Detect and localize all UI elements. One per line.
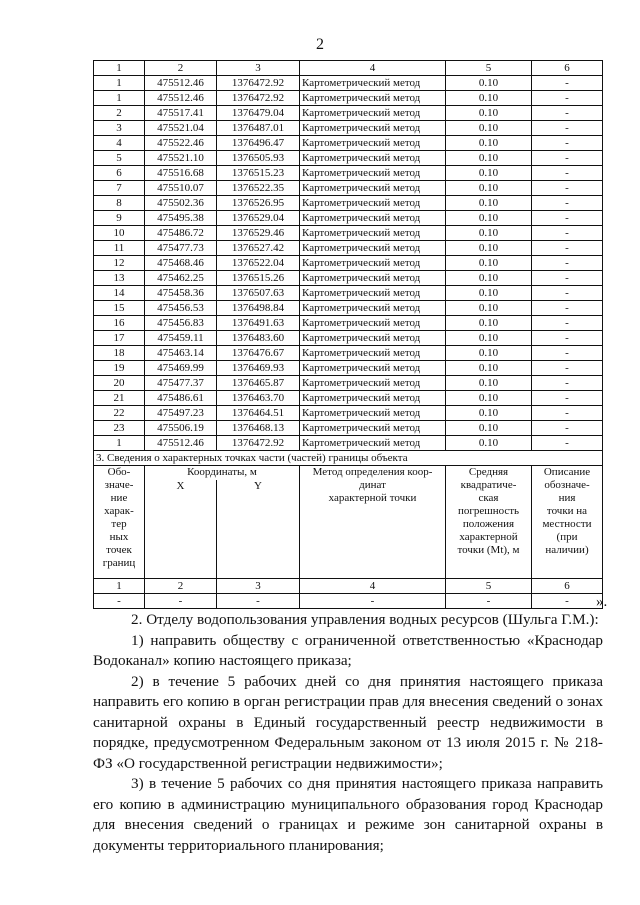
table-cell: 20 — [94, 376, 145, 391]
table-row — [94, 211, 603, 226]
table-cell: 1376498.84 — [217, 301, 300, 316]
table-cell: 1376505.93 — [217, 151, 300, 166]
table-cell: 475502.36 — [145, 196, 217, 211]
table-cell: 475512.46 — [145, 76, 217, 91]
table-cell: 3 — [94, 121, 145, 136]
table-row — [94, 136, 603, 151]
table-cell: 1376472.92 — [217, 436, 300, 451]
table-cell: - — [532, 391, 603, 406]
table-cell: 475468.46 — [145, 256, 217, 271]
table-cell: 7 — [94, 181, 145, 196]
table-cell: 0.10 — [446, 436, 532, 451]
table-cell: 1376496.47 — [217, 136, 300, 151]
table-cell: 6 — [94, 166, 145, 181]
col-number: 4 — [300, 579, 446, 594]
table-cell: 1376522.35 — [217, 181, 300, 196]
header-x: X — [145, 480, 217, 579]
table-cell: 1376463.70 — [217, 391, 300, 406]
table-cell: 23 — [94, 421, 145, 436]
table-cell: - — [532, 271, 603, 286]
table-cell: Картометрический метод — [300, 181, 446, 196]
table-cell: 16 — [94, 316, 145, 331]
table-cell: 15 — [94, 301, 145, 316]
table-row — [94, 241, 603, 256]
table-row — [94, 151, 603, 166]
table-cell: Картометрический метод — [300, 136, 446, 151]
table-cell: 0.10 — [446, 226, 532, 241]
empty-cell: - — [217, 594, 300, 609]
table-cell: 0.10 — [446, 361, 532, 376]
table-cell: 475506.19 — [145, 421, 217, 436]
paragraph: 2. Отделу водопользования управления водных ресурсов (Шульга Г.М.): — [131, 611, 599, 628]
table-cell: - — [532, 91, 603, 106]
table-cell: Картометрический метод — [300, 271, 446, 286]
table-row — [94, 436, 603, 451]
table-cell: Картометрический метод — [300, 346, 446, 361]
table-row — [94, 391, 603, 406]
table-cell: 0.10 — [446, 166, 532, 181]
table-cell: 475477.37 — [145, 376, 217, 391]
table-cell: - — [532, 286, 603, 301]
table-row — [94, 376, 603, 391]
table-cell: 1376529.46 — [217, 226, 300, 241]
table-row — [94, 76, 603, 91]
table-cell: 475510.07 — [145, 181, 217, 196]
table-row — [94, 316, 603, 331]
empty-cell: - — [532, 594, 603, 609]
table-cell: - — [532, 211, 603, 226]
table-cell: 0.10 — [446, 106, 532, 121]
column-number-row — [94, 61, 603, 76]
table-cell: Картометрический метод — [300, 436, 446, 451]
table-row — [94, 256, 603, 271]
table-cell: Картометрический метод — [300, 106, 446, 121]
table-cell: 475497.23 — [145, 406, 217, 421]
table-cell: - — [532, 226, 603, 241]
table-cell: 1376515.26 — [217, 271, 300, 286]
col-number: 3 — [217, 61, 300, 76]
table-cell: 0.10 — [446, 181, 532, 196]
col-number: 1 — [94, 579, 145, 594]
table-cell: - — [532, 106, 603, 121]
table-cell: Картометрический метод — [300, 421, 446, 436]
table-cell: 1376468.13 — [217, 421, 300, 436]
table-cell: - — [532, 331, 603, 346]
table-cell: 0.10 — [446, 121, 532, 136]
table-cell: 0.10 — [446, 421, 532, 436]
table-cell: 0.10 — [446, 376, 532, 391]
col-number: 5 — [446, 61, 532, 76]
table-cell: Картометрический метод — [300, 331, 446, 346]
table-cell: 17 — [94, 331, 145, 346]
table-cell: Картометрический метод — [300, 166, 446, 181]
table-row — [94, 166, 603, 181]
table-cell: 475512.46 — [145, 436, 217, 451]
col-number: 3 — [217, 579, 300, 594]
table-cell: Картометрический метод — [300, 406, 446, 421]
table-cell: 1376527.42 — [217, 241, 300, 256]
table-row — [94, 91, 603, 106]
table-cell: 0.10 — [446, 241, 532, 256]
table-cell: 475456.53 — [145, 301, 217, 316]
table-cell: 0.10 — [446, 331, 532, 346]
closing-quote: ». — [596, 594, 608, 610]
table-cell: 12 — [94, 256, 145, 271]
section3-title-row — [94, 451, 603, 466]
section3-empty-row — [94, 594, 603, 609]
empty-cell: - — [446, 594, 532, 609]
header-error: Средняя квадратиче- ская погрешность положения характерной точки (Mt), м — [446, 466, 532, 579]
table-cell: - — [532, 301, 603, 316]
table-row — [94, 346, 603, 361]
table-cell: 19 — [94, 361, 145, 376]
table-cell: 1 — [94, 76, 145, 91]
table-row — [94, 301, 603, 316]
order-text — [93, 610, 603, 856]
header-designation: Обо- значе- ние харак- тер ных точек границ — [94, 466, 145, 579]
table-cell: Картометрический метод — [300, 301, 446, 316]
table-cell: Картометрический метод — [300, 121, 446, 136]
empty-cell: - — [145, 594, 217, 609]
table-cell: 0.10 — [446, 211, 532, 226]
table-cell: 18 — [94, 346, 145, 361]
section3-title: 3. Сведения о характерных точках части (частей) границы объекта — [94, 451, 603, 466]
table-cell: 1376464.51 — [217, 406, 300, 421]
table-cell: Картометрический метод — [300, 376, 446, 391]
col-number: 2 — [145, 61, 217, 76]
table-cell: 1376526.95 — [217, 196, 300, 211]
table-cell: 1 — [94, 91, 145, 106]
table-cell: 0.10 — [446, 256, 532, 271]
table-cell: 0.10 — [446, 151, 532, 166]
table-cell: Картометрический метод — [300, 151, 446, 166]
table-cell: - — [532, 151, 603, 166]
table-cell: - — [532, 181, 603, 196]
table-row — [94, 196, 603, 211]
table-cell: 0.10 — [446, 406, 532, 421]
table-row — [94, 106, 603, 121]
table-cell: Картометрический метод — [300, 361, 446, 376]
header-coordinates-label: Координаты, м — [187, 466, 257, 478]
table-cell: 475521.04 — [145, 121, 217, 136]
table-row — [94, 226, 603, 241]
table-cell: 1376515.23 — [217, 166, 300, 181]
table-cell: 475522.46 — [145, 136, 217, 151]
paragraph: 1) направить обществу с ограниченной ответственностью «Краснодар Водоканал» копию настоящего приказа; — [93, 631, 603, 669]
table-cell: - — [532, 421, 603, 436]
table-cell: 0.10 — [446, 91, 532, 106]
table-cell: 0.10 — [446, 316, 532, 331]
table-cell: Картометрический метод — [300, 76, 446, 91]
table-cell: 13 — [94, 271, 145, 286]
table-cell: 475512.46 — [145, 91, 217, 106]
table-cell: 1376479.04 — [217, 106, 300, 121]
table-cell: 4 — [94, 136, 145, 151]
table-cell: - — [532, 436, 603, 451]
table-row — [94, 421, 603, 436]
table-cell: Картометрический метод — [300, 391, 446, 406]
table-cell: Картометрический метод — [300, 196, 446, 211]
table-cell: 0.10 — [446, 391, 532, 406]
table-cell: 0.10 — [446, 286, 532, 301]
table-row — [94, 331, 603, 346]
paragraph: 3) в течение 5 рабочих со дня принятия настоящего приказа направить его копию в администрацию муниципального образования город Краснодар для внесения сведений о границах и режиме зон санитарной охраны в документы территориального планирования; — [93, 775, 603, 854]
boundary-points-table — [93, 60, 603, 609]
table-row — [94, 271, 603, 286]
table-row — [94, 361, 603, 376]
empty-cell: - — [94, 594, 145, 609]
table-cell: 1376487.01 — [217, 121, 300, 136]
table-cell: 1 — [94, 436, 145, 451]
table-cell: Картометрический метод — [300, 241, 446, 256]
table-row — [94, 121, 603, 136]
table-cell: 14 — [94, 286, 145, 301]
page-number: 2 — [316, 36, 324, 53]
paragraph: 2) в течение 5 рабочих дней со дня принятия настоящего приказа направить его копию в орган регистрации прав для внесения сведений о зонах санитарной охраны в Единый государственный реестр недвижимости в порядке, предусмотренном Федеральным законом от 13 июля 2015 г. № 218-ФЗ «О государственной регистрации недвижимости»; — [93, 672, 603, 772]
table-cell: - — [532, 121, 603, 136]
table-cell: Картометрический метод — [300, 256, 446, 271]
table-cell: 8 — [94, 196, 145, 211]
table-cell: 1376529.04 — [217, 211, 300, 226]
table-cell: - — [532, 196, 603, 211]
table-cell: Картометрический метод — [300, 286, 446, 301]
table-cell: 10 — [94, 226, 145, 241]
table-cell: - — [532, 241, 603, 256]
table-cell: 1376472.92 — [217, 76, 300, 91]
table-cell: - — [532, 316, 603, 331]
table-cell: 0.10 — [446, 346, 532, 361]
header-description: Описание обозначе- ния точки на местности (при наличии) — [532, 466, 603, 579]
table-cell: 475516.68 — [145, 166, 217, 181]
table-cell: 0.10 — [446, 196, 532, 211]
table-cell: 475458.36 — [145, 286, 217, 301]
table-cell: 1376465.87 — [217, 376, 300, 391]
col-number: 6 — [532, 579, 603, 594]
header-coordinates — [145, 466, 300, 481]
table-cell: 1376522.04 — [217, 256, 300, 271]
table-cell: 1376507.63 — [217, 286, 300, 301]
table-cell: 1376483.60 — [217, 331, 300, 346]
table-cell: 21 — [94, 391, 145, 406]
table-cell: 475495.38 — [145, 211, 217, 226]
table-cell: 1376472.92 — [217, 91, 300, 106]
table-cell: - — [532, 346, 603, 361]
col-number: 5 — [446, 579, 532, 594]
table-cell: - — [532, 406, 603, 421]
empty-cell: - — [300, 594, 446, 609]
table-cell: - — [532, 76, 603, 91]
table-cell: - — [532, 376, 603, 391]
table-cell: 475517.41 — [145, 106, 217, 121]
table-cell: Картометрический метод — [300, 226, 446, 241]
table-cell: Картометрический метод — [300, 211, 446, 226]
header-method: Метод определения коор- динат характерной точки — [300, 466, 446, 579]
table-cell: 0.10 — [446, 271, 532, 286]
section3-header-row — [94, 466, 603, 481]
table-cell: - — [532, 166, 603, 181]
table-cell: 5 — [94, 151, 145, 166]
table-cell: - — [532, 136, 603, 151]
table-cell: 9 — [94, 211, 145, 226]
table-cell: 22 — [94, 406, 145, 421]
table-cell: 475459.11 — [145, 331, 217, 346]
table-cell: Картометрический метод — [300, 91, 446, 106]
header-y: Y — [217, 480, 300, 579]
table-cell: 475486.72 — [145, 226, 217, 241]
table-cell: - — [532, 256, 603, 271]
col-number: 1 — [94, 61, 145, 76]
table-cell: 0.10 — [446, 76, 532, 91]
table-cell: 2 — [94, 106, 145, 121]
table-row — [94, 406, 603, 421]
table-cell: 475521.10 — [145, 151, 217, 166]
table-cell: 475477.73 — [145, 241, 217, 256]
table-row — [94, 286, 603, 301]
table-cell: 475462.25 — [145, 271, 217, 286]
section3-column-number-row — [94, 579, 603, 594]
table-cell: 1376476.67 — [217, 346, 300, 361]
table-cell: 1376469.93 — [217, 361, 300, 376]
table-cell: 1376491.63 — [217, 316, 300, 331]
table-cell: 0.10 — [446, 301, 532, 316]
table-cell: 0.10 — [446, 136, 532, 151]
table-cell: 475486.61 — [145, 391, 217, 406]
table-cell: Картометрический метод — [300, 316, 446, 331]
col-number: 4 — [300, 61, 446, 76]
table-row — [94, 181, 603, 196]
table-cell: 475456.83 — [145, 316, 217, 331]
table-cell: - — [532, 361, 603, 376]
col-number: 6 — [532, 61, 603, 76]
table-cell: 11 — [94, 241, 145, 256]
col-number: 2 — [145, 579, 217, 594]
table-cell: 475469.99 — [145, 361, 217, 376]
table-cell: 475463.14 — [145, 346, 217, 361]
